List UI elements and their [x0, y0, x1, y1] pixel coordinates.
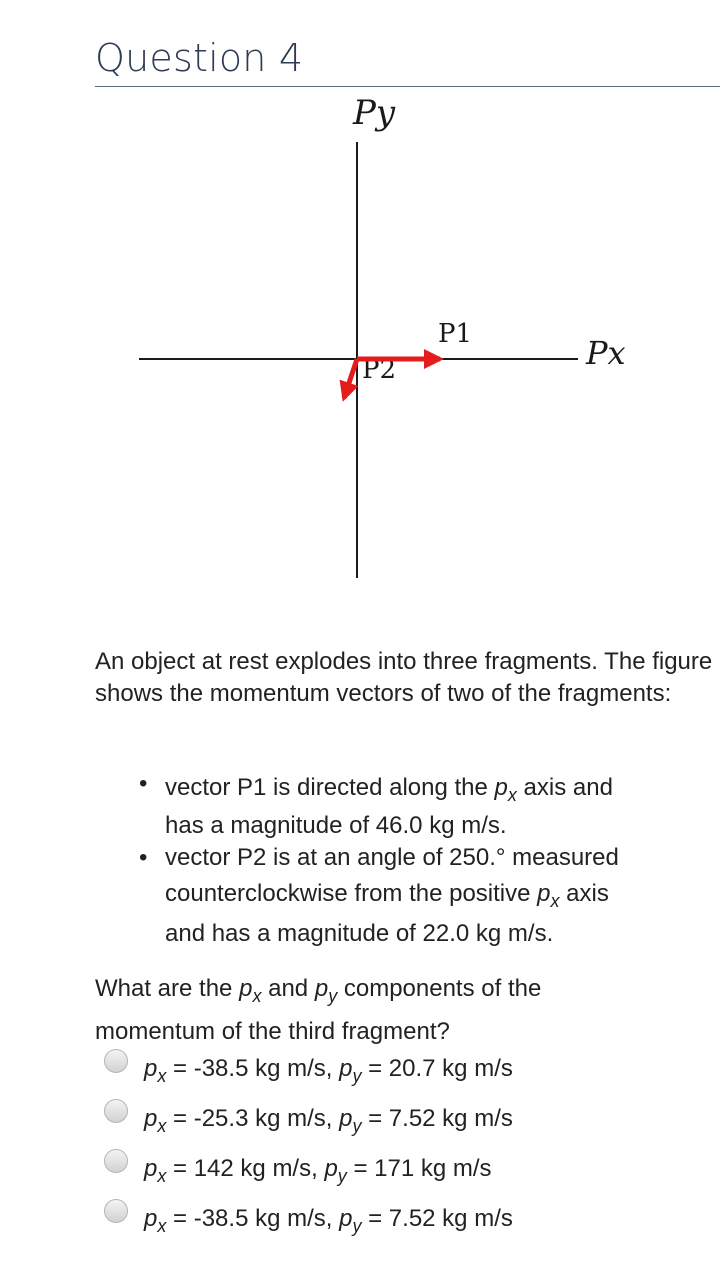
given-item-p1: • vector P1 is directed along the $p_x$ axis and has a magnitude of 46.0 kg m/s.	[165, 768, 720, 842]
answer-option-label[interactable]: $p_x = -25.3$ kg m/s, $p_y = 7.52$ kg m/s	[144, 1105, 513, 1136]
answer-option[interactable]	[104, 1044, 704, 1094]
answer-options	[104, 1044, 704, 1244]
answer-option-label[interactable]: $p_x = -38.5$ kg m/s, $p_y = 20.7$ kg m/s	[144, 1055, 513, 1086]
question-prompt: What are the $p_x$ and $p_y$ components of the momentum of the third fragment?	[95, 975, 542, 1045]
given-list	[165, 768, 720, 950]
py-axis-label: Py	[353, 93, 396, 133]
p2-label: P2	[362, 355, 397, 385]
momentum-figure	[0, 88, 720, 588]
p2-vector	[344, 359, 357, 398]
question-title: Question 4	[95, 36, 304, 80]
radio-button[interactable]	[104, 1149, 128, 1173]
px-axis-label: Px	[586, 334, 626, 372]
answer-option[interactable]	[104, 1144, 704, 1194]
given-item-p2: • vector P2 is at an angle of 250.° measured counterclockwise from the positive $p_x$ axis and has a magnitude of 22.0 kg m/s.	[165, 842, 720, 950]
title-divider	[95, 86, 720, 87]
radio-button[interactable]	[104, 1099, 128, 1123]
radio-button[interactable]	[104, 1199, 128, 1223]
question-intro: An object at rest explodes into three fragments. The figure shows the momentum vectors of two of the fragments:	[95, 648, 713, 707]
p1-label: P1	[438, 319, 473, 349]
answer-option[interactable]	[104, 1194, 704, 1244]
answer-option[interactable]	[104, 1094, 704, 1144]
answer-option-label[interactable]: $p_x = -38.5$ kg m/s, $p_y = 7.52$ kg m/s	[144, 1205, 513, 1236]
answer-option-label[interactable]: $p_x = 142$ kg m/s, $p_y = 171$ kg m/s	[144, 1155, 492, 1186]
radio-button[interactable]	[104, 1049, 128, 1073]
